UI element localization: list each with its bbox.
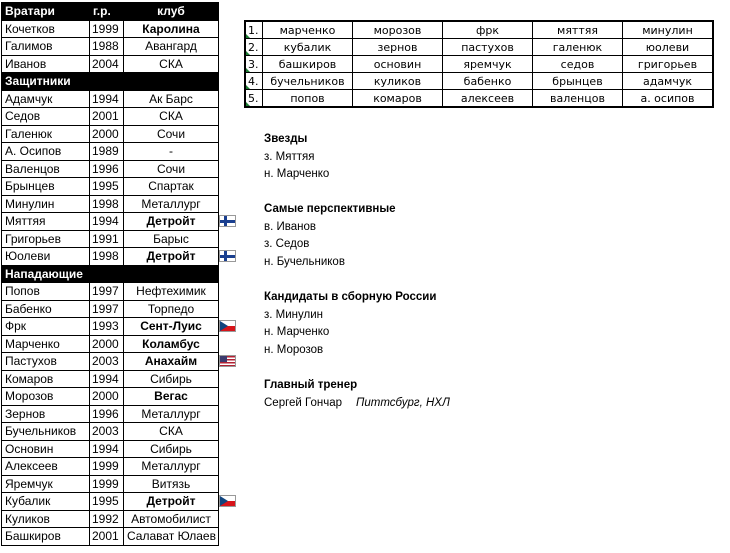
coach-block (264, 377, 450, 412)
corner-marker-icon (246, 102, 250, 106)
player-row (2, 370, 219, 388)
national-team-title: Кандидаты в сборную России (264, 291, 437, 303)
line-number-label: 3. (248, 57, 259, 71)
player-row (2, 283, 219, 301)
club-name: Металлург (124, 405, 219, 423)
section-header-cell: клуб (124, 3, 219, 21)
player-row (2, 300, 219, 318)
player-row (2, 405, 219, 423)
line-row (245, 90, 713, 108)
player-row (2, 388, 219, 406)
player-row (2, 178, 219, 196)
player-row (2, 230, 219, 248)
player-name: Основин (2, 440, 90, 458)
line-number-label: 1. (248, 23, 259, 37)
stars-block (264, 131, 329, 184)
player-name: Минулин (2, 195, 90, 213)
national-team-item: н. Морозов (264, 343, 324, 356)
birth-year: 1996 (90, 160, 124, 178)
player-row (2, 20, 219, 38)
player-name: Яремчук (2, 475, 90, 493)
player-name: Комаров (2, 370, 90, 388)
player-name: Фрк (2, 318, 90, 336)
birth-year: 2003 (90, 423, 124, 441)
line-row (245, 21, 713, 39)
birth-year: 2001 (90, 528, 124, 546)
corner-marker-icon (246, 85, 250, 89)
club-name: Анахайм (124, 353, 219, 371)
line-player: мяттяя (533, 21, 623, 39)
club-name: Сочи (124, 125, 219, 143)
czech-flag-icon (219, 320, 236, 332)
birth-year: 1994 (90, 90, 124, 108)
player-name: Марченко (2, 335, 90, 353)
national-team-item: н. Марченко (264, 326, 330, 339)
club-name: Ак Барс (124, 90, 219, 108)
player-name: Галенюк (2, 125, 90, 143)
club-name: Торпедо (124, 300, 219, 318)
club-name: СКА (124, 108, 219, 126)
player-row (2, 248, 219, 266)
club-name: Нефтехимик (124, 283, 219, 301)
line-player: галенюк (533, 39, 623, 56)
player-name: Валенцов (2, 160, 90, 178)
section-header-cell: Нападающие (2, 265, 90, 283)
line-player: башкиров (263, 56, 353, 73)
player-row (2, 510, 219, 528)
prospects-item: н. Бучельников (264, 255, 345, 268)
player-name: А. Осипов (2, 143, 90, 161)
player-name: Мяттяя (2, 213, 90, 231)
stars-item: н. Марченко (264, 168, 330, 181)
corner-marker-icon (246, 68, 250, 72)
birth-year: 1994 (90, 213, 124, 231)
birth-year: 1989 (90, 143, 124, 161)
player-row (2, 213, 219, 231)
club-name: Коламбус (124, 335, 219, 353)
line-player: адамчук (623, 73, 714, 90)
line-player: попов (263, 90, 353, 108)
section-header (2, 3, 219, 21)
roster-table (1, 2, 219, 546)
birth-year: 1999 (90, 20, 124, 38)
birth-year: 2004 (90, 55, 124, 73)
player-name: Брынцев (2, 178, 90, 196)
line-player: бучельников (263, 73, 353, 90)
birth-year: 2000 (90, 335, 124, 353)
club-name: Авангард (124, 38, 219, 56)
player-name: Бучельников (2, 423, 90, 441)
birth-year: 2000 (90, 125, 124, 143)
player-row (2, 318, 219, 336)
club-name: Спартак (124, 178, 219, 196)
player-name: Пастухов (2, 353, 90, 371)
birth-year: 1994 (90, 370, 124, 388)
club-name: Металлург (124, 458, 219, 476)
section-header (2, 265, 219, 283)
player-name: Куликов (2, 510, 90, 528)
birth-year: 2000 (90, 388, 124, 406)
prospects-item: з. Седов (264, 238, 310, 251)
czech-flag-icon (219, 495, 236, 507)
birth-year: 2003 (90, 353, 124, 371)
line-row (245, 39, 713, 56)
usa-flag-icon (219, 355, 236, 367)
line-player: кубалик (263, 39, 353, 56)
player-row (2, 440, 219, 458)
player-row (2, 160, 219, 178)
birth-year: 1998 (90, 248, 124, 266)
player-row (2, 353, 219, 371)
finland-flag-icon (219, 250, 236, 262)
player-name: Бабенко (2, 300, 90, 318)
club-name: Каролина (124, 20, 219, 38)
birth-year: 1992 (90, 510, 124, 528)
section-header-cell (124, 73, 219, 91)
birth-year: 1995 (90, 178, 124, 196)
line-player: куликов (353, 73, 443, 90)
line-player: минулин (623, 21, 714, 39)
club-name: Барыс (124, 230, 219, 248)
line-row (245, 56, 713, 73)
line-player: пастухов (443, 39, 533, 56)
player-row (2, 493, 219, 511)
club-name: Автомобилист (124, 510, 219, 528)
line-number (245, 56, 263, 73)
line-player: валенцов (533, 90, 623, 108)
birth-year: 1998 (90, 195, 124, 213)
club-name: Сибирь (124, 370, 219, 388)
player-name: Адамчук (2, 90, 90, 108)
birth-year: 1988 (90, 38, 124, 56)
player-row (2, 195, 219, 213)
line-number (245, 73, 263, 90)
club-name: Салават Юлаев (124, 528, 219, 546)
club-name: Детройт (124, 493, 219, 511)
club-name: Детройт (124, 213, 219, 231)
line-player: алексеев (443, 90, 533, 108)
line-number-label: 4. (248, 74, 259, 88)
section-header-cell: г.р. (90, 3, 124, 21)
line-player: морозов (353, 21, 443, 39)
player-name: Зернов (2, 405, 90, 423)
player-name: Морозов (2, 388, 90, 406)
prospects-block (264, 201, 396, 271)
prospects-title: Самые перспективные (264, 203, 396, 215)
player-name: Григорьев (2, 230, 90, 248)
birth-year: 1995 (90, 493, 124, 511)
player-row (2, 335, 219, 353)
national-team-block (264, 289, 436, 359)
coach-name: Сергей Гончар (264, 396, 343, 409)
player-name: Башкиров (2, 528, 90, 546)
line-number (245, 21, 263, 39)
club-name: СКА (124, 423, 219, 441)
line-player: григорьев (623, 56, 714, 73)
player-name: Седов (2, 108, 90, 126)
line-row (245, 73, 713, 90)
birth-year: 1993 (90, 318, 124, 336)
line-player: фрк (443, 21, 533, 39)
section-header-cell (124, 265, 219, 283)
club-name: Сочи (124, 160, 219, 178)
club-name: Сент-Луис (124, 318, 219, 336)
player-name: Алексеев (2, 458, 90, 476)
player-row (2, 143, 219, 161)
line-player: марченко (263, 21, 353, 39)
line-player: основин (353, 56, 443, 73)
player-name: Кочетков (2, 20, 90, 38)
line-player: брынцев (533, 73, 623, 90)
line-player: зернов (353, 39, 443, 56)
club-name: СКА (124, 55, 219, 73)
line-number (245, 39, 263, 56)
player-row (2, 125, 219, 143)
section-header-cell (90, 73, 124, 91)
lines-table (244, 20, 714, 108)
line-player: комаров (353, 90, 443, 108)
corner-marker-icon (246, 51, 250, 55)
player-row (2, 38, 219, 56)
line-player: яремчук (443, 56, 533, 73)
national-team-item: з. Минулин (264, 308, 323, 321)
birth-year: 2001 (90, 108, 124, 126)
line-number-label: 5. (248, 91, 259, 105)
player-row (2, 55, 219, 73)
club-name: Вегас (124, 388, 219, 406)
section-header-cell: Защитники (2, 73, 90, 91)
line-number-label: 2. (248, 40, 259, 54)
line-player: седов (533, 56, 623, 73)
player-row (2, 475, 219, 493)
finland-flag-icon (219, 215, 236, 227)
club-name: - (124, 143, 219, 161)
line-player: а. осипов (623, 90, 714, 108)
birth-year: 1997 (90, 283, 124, 301)
prospects-item: в. Иванов (264, 220, 316, 233)
player-name: Попов (2, 283, 90, 301)
player-name: Кубалик (2, 493, 90, 511)
club-name: Витязь (124, 475, 219, 493)
birth-year: 1999 (90, 458, 124, 476)
birth-year: 1997 (90, 300, 124, 318)
section-header (2, 73, 219, 91)
coach-club: Питтсбург, НХЛ (356, 396, 450, 409)
club-name: Сибирь (124, 440, 219, 458)
player-row (2, 90, 219, 108)
birth-year: 1991 (90, 230, 124, 248)
player-name: Юолеви (2, 248, 90, 266)
player-row (2, 108, 219, 126)
player-name: Галимов (2, 38, 90, 56)
player-row (2, 458, 219, 476)
stars-item: з. Мяттяя (264, 150, 315, 163)
birth-year: 1994 (90, 440, 124, 458)
player-name: Иванов (2, 55, 90, 73)
line-number (245, 90, 263, 108)
player-row (2, 423, 219, 441)
corner-marker-icon (246, 34, 250, 38)
section-header-cell (90, 265, 124, 283)
section-header-cell: Вратари (2, 3, 90, 21)
stars-title: Звезды (264, 133, 308, 145)
line-player: бабенко (443, 73, 533, 90)
birth-year: 1996 (90, 405, 124, 423)
player-row (2, 528, 219, 546)
club-name: Металлург (124, 195, 219, 213)
birth-year: 1999 (90, 475, 124, 493)
line-player: юолеви (623, 39, 714, 56)
coach-title: Главный тренер (264, 379, 358, 391)
club-name: Детройт (124, 248, 219, 266)
